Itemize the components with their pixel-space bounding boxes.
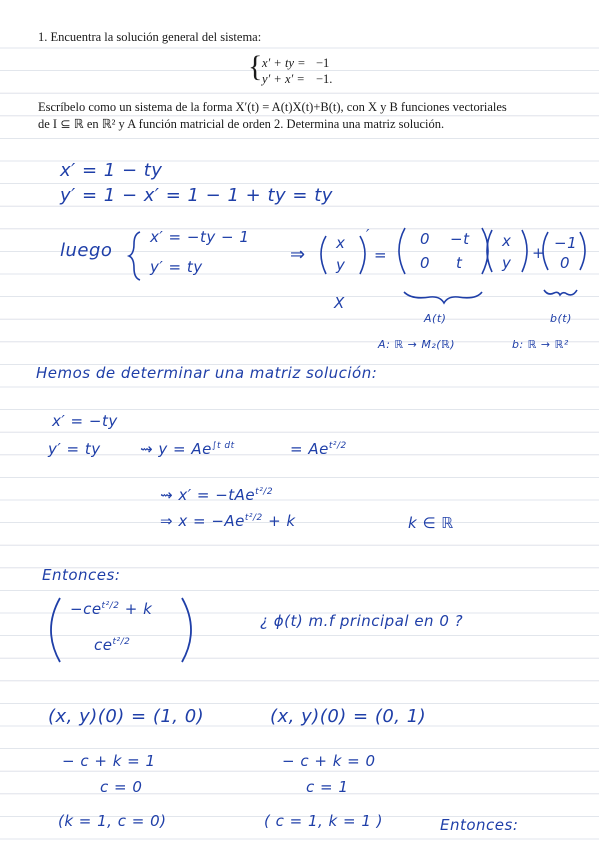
hw-vec2-y: y: [502, 254, 512, 272]
hw-cond1-l1: − c + k = 1: [62, 752, 156, 770]
hw-a-label: A(t): [424, 312, 447, 325]
hw-vec-x: x: [336, 234, 346, 252]
hw-entonces-2: Entonces:: [440, 816, 519, 834]
hw-mat-bot-base: ce: [94, 636, 113, 654]
hw-mat-top-sup: t²/2: [101, 601, 120, 611]
hw-h1: x′ = −ty: [52, 412, 118, 430]
hw-equals: =: [374, 246, 388, 264]
hw-a-map: A: ℝ → M₂(ℝ): [378, 338, 456, 351]
hw-b-map: b: ℝ → ℝ²: [512, 338, 569, 351]
hw-cond2-eq: (x, y)(0) = (0, 1): [270, 706, 427, 727]
hw-vec2-x: x: [502, 232, 512, 250]
hw-b1: −1: [554, 234, 578, 252]
hw-h4-base: ⇒ x = −Ae: [160, 512, 245, 530]
problem-title: [38, 30, 261, 45]
hw-plus: +: [532, 244, 546, 262]
hw-cond2-res: ( c = 1, k = 1 ): [264, 812, 384, 830]
hw-m21: 0: [420, 254, 431, 272]
hw-h2a: y′ = ty: [48, 440, 101, 458]
hw-h4-tail: + k: [268, 512, 296, 530]
hw-h2c: [290, 440, 347, 458]
problem-text: Encuentra la solución general del sistema:: [50, 30, 262, 44]
hw-x-label: X: [334, 294, 345, 312]
hw-cond2-l1: − c + k = 0: [282, 752, 376, 770]
instruction-line-2: de I ⊆ ℝ en ℝ² y A función matricial de orden 2. Determina una matriz solución.: [38, 117, 445, 131]
hw-arrow: ⇒: [290, 244, 306, 265]
hw-h2b-sup: ∫t dt: [211, 441, 235, 451]
hw-h2b-base: ⇝ y = Ae: [140, 440, 212, 458]
hw-mat-top-tail: + k: [124, 600, 153, 618]
hw-line-xprime: x′ = 1 − ty: [60, 160, 163, 181]
problem-number: 1.: [38, 30, 48, 44]
hw-heading: Hemos de determinar una matriz solución:: [36, 364, 378, 382]
hw-h2b: [140, 440, 235, 458]
hw-h3-sup: t²/2: [255, 487, 274, 497]
hw-h2c-sup: t²/2: [328, 441, 347, 451]
hw-cond2-l2: c = 1: [306, 778, 349, 796]
hw-mat-bot-sup: t²/2: [112, 637, 131, 647]
system-brace: {: [248, 50, 263, 83]
hw-h3: [160, 486, 273, 504]
system-eq2-lhs: y′ + x′ =: [262, 72, 305, 86]
hw-h4-k: k ∈ ℝ: [408, 514, 454, 532]
hw-m12: −t: [450, 230, 470, 248]
hw-mat-top-base: −ce: [70, 600, 102, 618]
hw-vec-y: y: [336, 256, 346, 274]
hw-m11: 0: [420, 230, 431, 248]
hw-h2c-base: = Ae: [290, 440, 329, 458]
system-eq2-rhs: −1.: [316, 72, 333, 86]
hw-sys-eq2: y′ = ty: [150, 258, 203, 276]
hw-h4: [160, 512, 296, 530]
hw-prime: ′: [366, 226, 370, 244]
system-eq1-rhs: −1: [316, 56, 330, 70]
hw-b2: 0: [560, 254, 571, 272]
hw-line-yprime: y′ = 1 − x′ = 1 − 1 + ty = ty: [60, 185, 333, 206]
hw-question: ¿ ϕ(t) m.f principal en 0 ?: [260, 612, 464, 630]
hw-entonces: Entonces:: [42, 566, 121, 584]
hw-luego: luego: [60, 240, 113, 261]
instruction-line-1: Escríbelo como un sistema de la forma X′(t) = A(t)X(t)+B(t), con X y B funciones vectoriales: [38, 100, 507, 114]
system-eq1-lhs: x′ + ty =: [262, 56, 306, 70]
hw-m22: t: [456, 254, 463, 272]
hw-h3-base: ⇝ x′ = −tAe: [160, 486, 256, 504]
hw-cond1-eq: (x, y)(0) = (1, 0): [48, 706, 205, 727]
hw-cond1-res: (k = 1, c = 0): [58, 812, 167, 830]
hw-h4-sup: t²/2: [244, 513, 263, 523]
hw-b-label: b(t): [550, 312, 572, 325]
hw-sys-eq1: x′ = −ty − 1: [150, 228, 250, 246]
hw-cond1-l2: c = 0: [100, 778, 143, 796]
hw-mat-bot: [94, 636, 130, 654]
hw-mat-top: [70, 600, 152, 618]
